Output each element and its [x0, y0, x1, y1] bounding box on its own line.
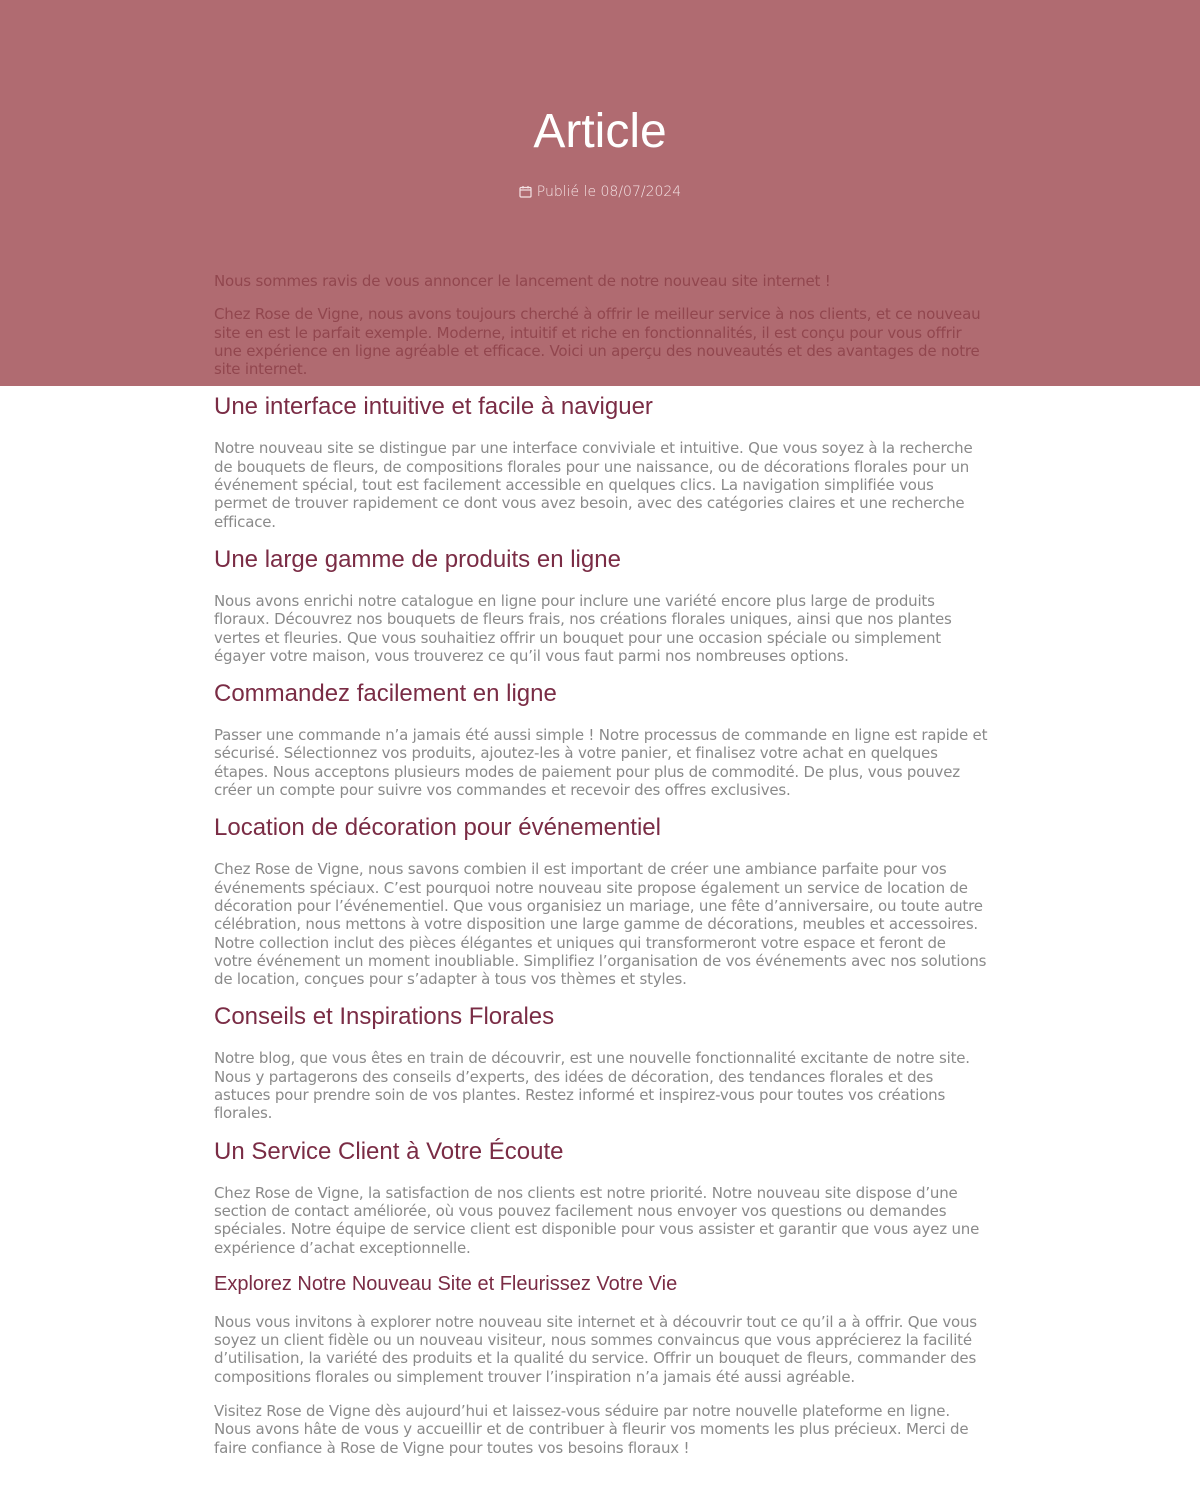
section-heading: Une large gamme de produits en ligne — [214, 545, 621, 573]
publish-date-text: Publié le 08/07/2024 — [536, 184, 682, 200]
article-title: Article — [533, 105, 667, 158]
section-heading: Une interface intuitive et facile à naviguer — [214, 393, 653, 421]
section-paragraph: Chez Rose de Vigne, nous savons combien il est important de créer une ambiance parfaite pour vos événements spéciaux. C’est pourquoi notre nouveau site propose également un service de location de décoration pour l’événementiel. Que vous organisiez un mariage, une fête d’anniversaire, ou toute autre célébration, nous mettons à votre disposition une large gamme de décorations, meubles et accessoires. Notre collection inclut des pièces élégantes et uniques qui transformeront votre espace et feront de votre événement un moment inoubliable. Simplifiez l’organisation de vos événements avec nos solutions de location, conçues pour s’adapter à tous vos thèmes et styles. — [214, 860, 987, 989]
intro-paragraph: Chez Rose de Vigne, nous avons toujours cherché à offrir le meilleur service à nos clients, et ce nouveau site en est le parfait exemple. Moderne, intuitif et riche en fonctionnalités, il est conçu pour vous offrir une expérience en ligne agréable et efficace. Voici un aperçu des nouveautés et des avantages de notre site internet. — [214, 305, 981, 379]
article-intro — [214, 272, 988, 378]
section-heading: Location de décoration pour événementiel — [214, 814, 661, 842]
section-paragraph: Notre nouveau site se distingue par une interface conviviale et intuitive. Que vous soyez à la recherche de bouquets de fleurs, de compositions florales pour une naissance, ou de décorations florales pour un événement spécial, tout est facilement accessible en quelques clics. La navigation simplifiée vous permet de trouver rapidement ce dont vous avez besoin, avec des catégories claires et une recherche efficace. — [214, 439, 973, 531]
intro-paragraph: Nous sommes ravis de vous annoncer le lancement de notre nouveau site internet ! — [214, 272, 831, 290]
section-paragraph: Visitez Rose de Vigne dès aujourd’hui et laissez-vous séduire par notre nouvelle plateforme en ligne. Nous avons hâte de vous y accueillir et de contribuer à fleurir vos moments les plus précieux. Merci de faire confiance à Rose de Vigne pour toutes vos besoins floraux ! — [214, 1401, 969, 1457]
publish-date — [0, 182, 1200, 204]
section-heading: Conseils et Inspirations Florales — [214, 1003, 555, 1031]
calendar-icon — [519, 184, 532, 204]
section-paragraph: Nous vous invitons à explorer notre nouveau site internet et à découvrir tout ce qu’il a à offrir. Que vous soyez un client fidèle ou un nouveau visiteur, nous sommes convaincus que vous apprécierez la facilité d’utilisation, la variété des produits et la qualité du service. Offrir un bouquet de fleurs, commander des compositions florales ou simplement trouver l’inspiration n’a jamais été aussi agréable. — [214, 1312, 977, 1386]
section-paragraph: Notre blog, que vous êtes en train de découvrir, est une nouvelle fonctionnalité excitante de notre site. Nous y partagerons des conseils d’experts, des idées de décoration, des tendances florales et des astuces pour prendre soin de vos plantes. Restez informé et inspirez-vous pour toutes vos créations florales. — [214, 1049, 970, 1123]
section-subheading: Explorez Notre Nouveau Site et Fleurissez Votre Vie — [214, 1272, 678, 1295]
section-paragraph: Nous avons enrichi notre catalogue en ligne pour inclure une variété encore plus large de produits floraux. Découvrez nos bouquets de fleurs frais, nos créations florales uniques, ainsi que nos plantes vertes et fleuries. Que vous souhaitiez offrir un bouquet pour une occasion spéciale ou simplement égayer votre maison, vous trouverez ce qu’il vous faut parmi nos nombreuses options. — [214, 591, 952, 665]
section-heading: Un Service Client à Votre Écoute — [214, 1137, 564, 1165]
article-body — [214, 272, 988, 1457]
section-paragraph: Passer une commande n’a jamais été aussi simple ! Notre processus de commande en ligne est rapide et sécurisé. Sélectionnez vos produits, ajoutez-les à votre panier, et finalisez votre achat en quelques étapes. Nous acceptons plusieurs modes de paiement pour plus de commodité. De plus, vous pouvez créer un compte pour suivre vos commandes et recevoir des offres exclusives. — [214, 726, 988, 800]
section-heading: Commandez facilement en ligne — [214, 680, 557, 708]
section-paragraph: Chez Rose de Vigne, la satisfaction de nos clients est notre priorité. Notre nouveau site dispose d’une section de contact améliorée, où vous pouvez facilement nous envoyer vos questions ou demandes spéciales. Notre équipe de service client est disponible pour vous assister et garantir que vous ayez une expérience d’achat exceptionnelle. — [214, 1183, 980, 1257]
